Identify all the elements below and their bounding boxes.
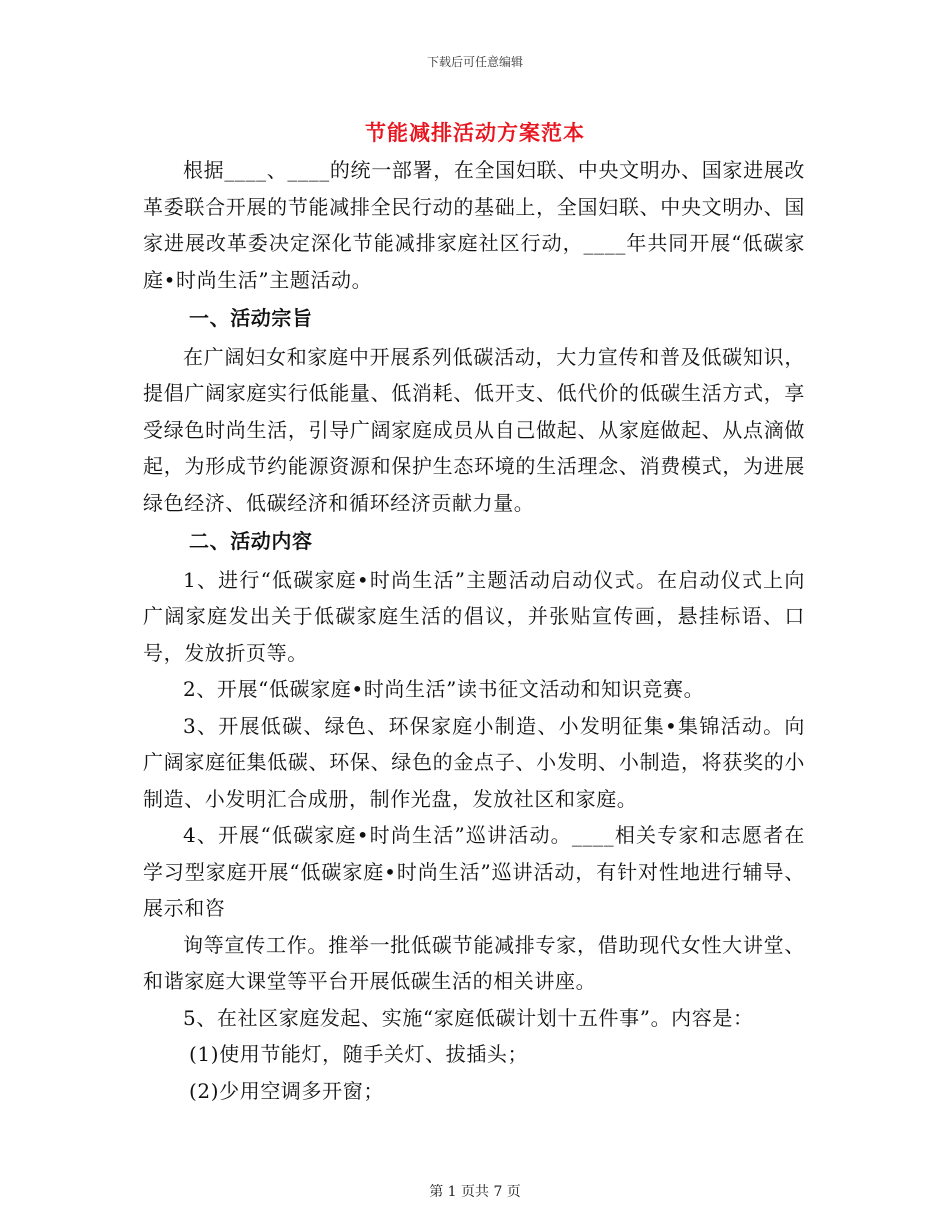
sub-item-1: (1)使用节能灯，随手关灯、拔插头； xyxy=(189,1042,529,1066)
header-note: 下载后可任意编辑 xyxy=(426,55,523,69)
document-title: 节能减排活动方案范本 xyxy=(365,120,585,145)
section-heading-purpose: 一、活动宗旨 xyxy=(189,306,313,330)
sub-item-2: (2)少用空调多开窗； xyxy=(189,1078,384,1103)
purpose-paragraph: 在广阔妇女和家庭中开展系列低碳活动，大力宣传和普及低碳知识，提倡广阔家庭实行低能量、低消耗、低开支、低代价的低碳生活方式，享受绿色时尚生活，引导广阔家庭成员从自己做起、从家庭做起、从点滴做起，为形成节约能源资源和保护生态环境的生活理念、消费模式，为进展绿色经济、低碳经济和循环经济贡献力量。 xyxy=(143,344,805,515)
content-item-2: 2、开展“低碳家庭•时尚生活”读书征文活动和知识竞赛。 xyxy=(183,677,705,701)
content-item-4: 4、开展“低碳家庭•时尚生活”巡讲活动。____相关专家和志愿者在学习型家庭开展“低碳家庭•时尚生活”巡讲活动，有针对性地进行辅导、展示和咨 xyxy=(143,823,805,920)
document-body xyxy=(143,152,805,1109)
content-item-4-continued: 询等宣传工作。推举一批低碳节能减排专家，借助现代女性大讲堂、和谐家庭大课堂等平台开展低碳生活的相关讲座。 xyxy=(143,932,805,993)
page-footer: 第 1 页共 7 页 xyxy=(429,1184,521,1200)
intro-paragraph: 根据____、____的统一部署，在全国妇联、中央文明办、国家进展改革委联合开展的节能减排全民行动的基础上，全国妇联、中央文明办、国家进展改革委决定深化节能减排家庭社区行动，____年共同开展“低碳家庭•时尚生活”主题活动。 xyxy=(143,158,805,292)
content-item-3: 3、开展低碳、绿色、环保家庭小制造、小发明征集•集锦活动。向广阔家庭征集低碳、环保、绿色的金点子、小发明、小制造，将获奖的小制造、小发明汇合成册，制作光盘，发放社区和家庭。 xyxy=(143,713,805,811)
section-heading-content: 二、活动内容 xyxy=(189,529,313,553)
content-item-5: 5、在社区家庭发起、实施“家庭低碳计划十五件事”。内容是： xyxy=(183,1005,754,1030)
content-item-1: 1、进行“低碳家庭•时尚生活”主题活动启动仪式。在启动仪式上向广阔家庭发出关于低碳家庭生活的倡议，并张贴宣传画，悬挂标语、口号，发放折页等。 xyxy=(143,567,805,665)
